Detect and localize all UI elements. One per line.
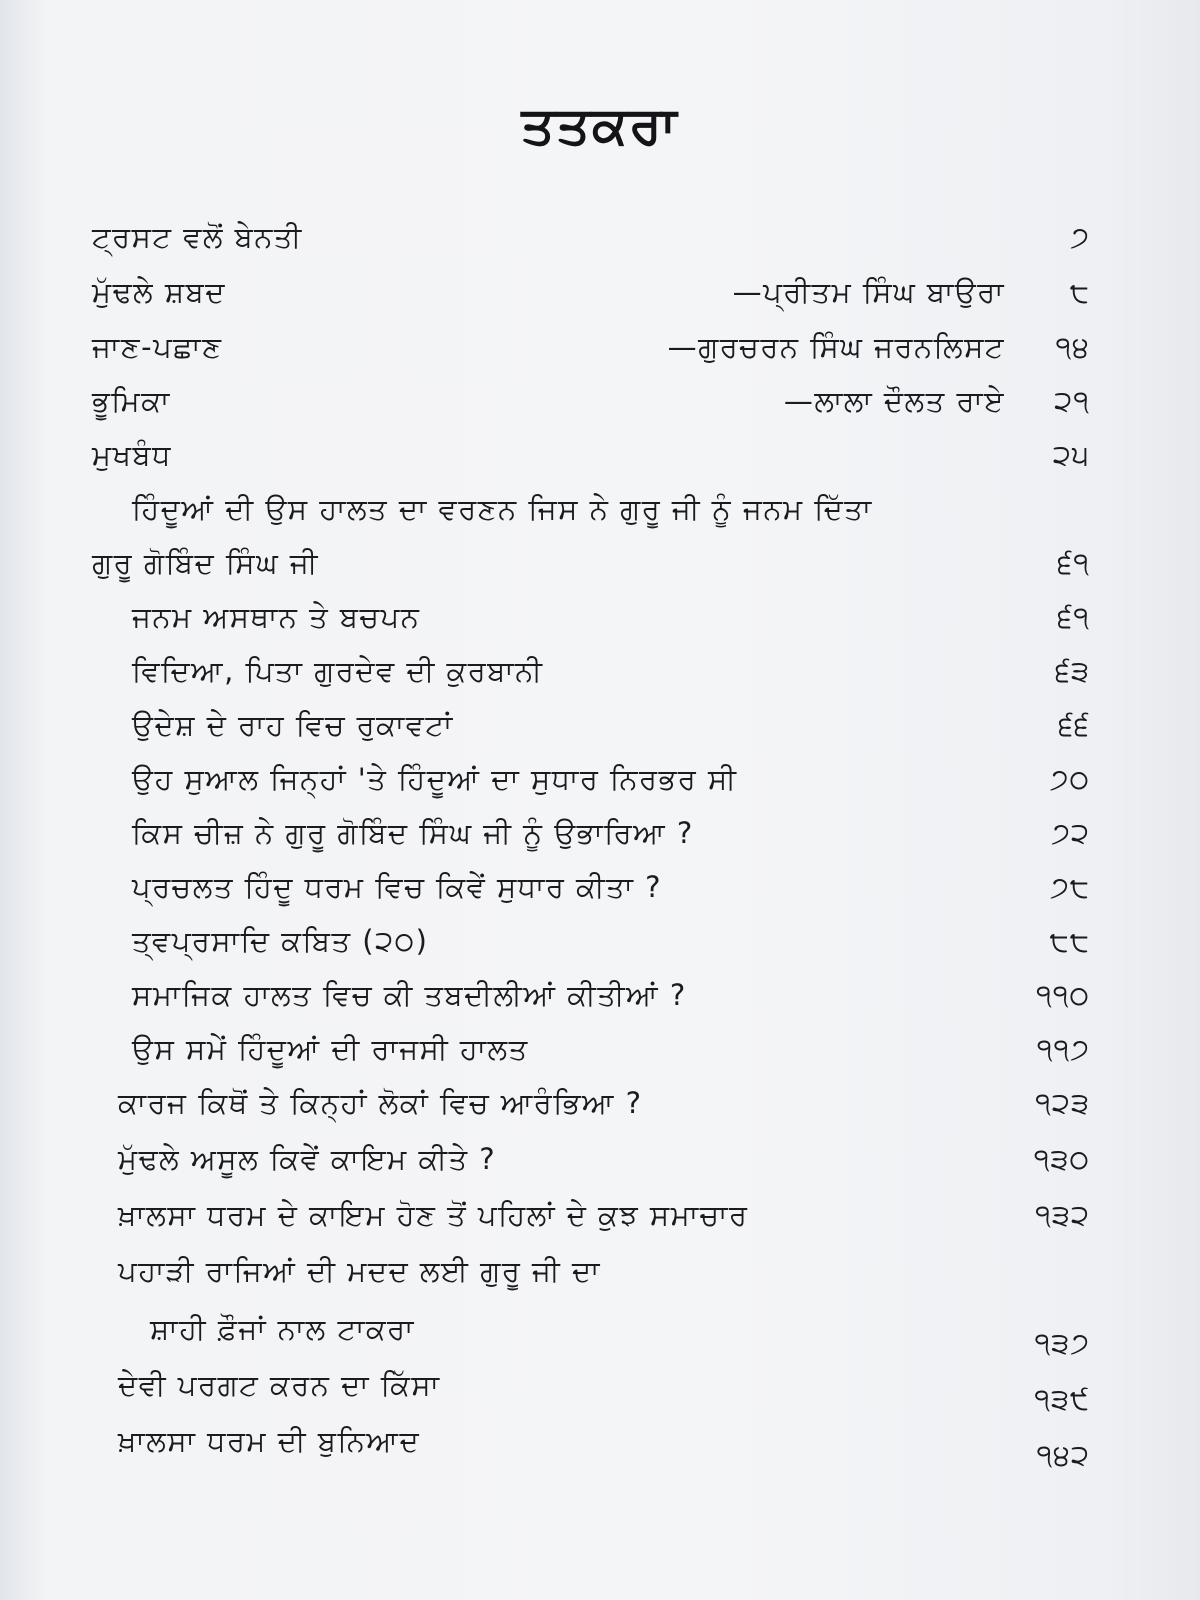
- toc-entry: [0, 330, 1200, 384]
- toc-entry: [0, 1424, 1200, 1478]
- entry-page-number: ੨੧: [1054, 384, 1090, 418]
- toc-entry: [0, 220, 1200, 274]
- toc-entry: [0, 546, 1200, 600]
- entry-title: ਖ਼ਾਲਸਾ ਧਰਮ ਦੀ ਬੁਨਿਆਦ: [118, 1424, 421, 1458]
- entry-page-number: ੭੦: [1049, 762, 1090, 796]
- entry-page-number: ੬੧: [1057, 546, 1090, 580]
- entry-page-number: ੧੪੨: [1036, 1438, 1090, 1472]
- toc-entry: [0, 384, 1200, 438]
- toc-entry: [0, 492, 1200, 546]
- toc-entry: [0, 762, 1200, 816]
- toc-entry: [0, 1368, 1200, 1422]
- toc-entry: [0, 600, 1200, 654]
- entry-author: —ਗੁਰਚਰਨ ਸਿੰਘ ਜਰਨਲਿਸਟ: [667, 330, 1005, 364]
- entry-title: ਜਾਣ-ਪਛਾਣ: [92, 330, 223, 364]
- entry-page-number: ੧੧੦: [1036, 978, 1090, 1012]
- toc-entry: [0, 1312, 1200, 1366]
- toc-entry: [0, 275, 1200, 329]
- toc-entry: [0, 708, 1200, 762]
- entry-page-number: ੭੨: [1051, 816, 1090, 850]
- entry-title: ਸਮਾਜਿਕ ਹਾਲਤ ਵਿਚ ਕੀ ਤਬਦੀਲੀਆਂ ਕੀਤੀਆਂ ?: [132, 978, 687, 1012]
- entry-title: ਗੁਰੂ ਗੋਬਿੰਦ ਸਿੰਘ ਜੀ: [92, 546, 320, 580]
- entry-title: ਭੂਮਿਕਾ: [92, 384, 171, 418]
- entry-page-number: ੧੩੨: [1035, 1198, 1090, 1232]
- toc-entry: [0, 1142, 1200, 1196]
- entry-title: ਸ਼ਾਹੀ ਫ਼ੌਜਾਂ ਨਾਲ ਟਾਕਰਾ: [150, 1312, 415, 1346]
- entry-page-number: ੮: [1069, 275, 1090, 309]
- entry-page-number: ੬੧: [1057, 600, 1090, 634]
- entry-page-number: ੧੪: [1055, 330, 1090, 364]
- entry-title: ਪਹਾੜੀ ਰਾਜਿਆਂ ਦੀ ਮਦਦ ਲਈ ਗੁਰੂ ਜੀ ਦਾ: [118, 1254, 601, 1288]
- entry-title: ਉਹ ਸੁਆਲ ਜਿਨ੍ਹਾਂ 'ਤੇ ਹਿੰਦੂਆਂ ਦਾ ਸੁਧਾਰ ਨਿਰਭਰ ਸੀ: [132, 762, 738, 796]
- entry-page-number: ੬੩: [1055, 654, 1090, 688]
- entry-page-number: ੧੩੦: [1033, 1142, 1090, 1176]
- entry-title: ਟ੍ਰਸਟ ਵਲੋਂ ਬੇਨਤੀ: [92, 220, 303, 254]
- entry-page-number: ੧੨੩: [1035, 1086, 1090, 1120]
- entry-title: ਪ੍ਰਚਲਤ ਹਿੰਦੂ ਧਰਮ ਵਿਚ ਕਿਵੇਂ ਸੁਧਾਰ ਕੀਤਾ ?: [132, 870, 663, 904]
- toc-entry: [0, 1254, 1200, 1308]
- entry-page-number: ੬੬: [1058, 708, 1090, 742]
- toc-entry: [0, 816, 1200, 870]
- entry-title: ਦੇਵੀ ਪਰਗਟ ਕਰਨ ਦਾ ਕਿੱਸਾ: [118, 1368, 441, 1402]
- entry-page-number: ੧੧੭: [1036, 1032, 1090, 1066]
- entry-title: ਉਦੇਸ਼ ਦੇ ਰਾਹ ਵਿਚ ਰੁਕਾਵਟਾਂ: [132, 708, 454, 742]
- toc-entry: [0, 654, 1200, 708]
- entry-page-number: ੧੩੯: [1034, 1382, 1090, 1416]
- entry-author: —ਪ੍ਰੀਤਮ ਸਿੰਘ ਬਾਉਰਾ: [732, 275, 1005, 309]
- entry-title: ਖ਼ਾਲਸਾ ਧਰਮ ਦੇ ਕਾਇਮ ਹੋਣ ਤੋਂ ਪਹਿਲਾਂ ਦੇ ਕੁਝ ਸਮਾਚਾਰ: [118, 1198, 749, 1232]
- entry-title: ਹਿੰਦੂਆਂ ਦੀ ਉਸ ਹਾਲਤ ਦਾ ਵਰਣਨ ਜਿਸ ਨੇ ਗੁਰੂ ਜੀ ਨੂੰ ਜਨਮ ਦਿੱਤਾ: [132, 492, 873, 526]
- page-title: ਤਤਕਰਾ: [521, 96, 679, 156]
- toc-entry: [0, 1198, 1200, 1252]
- toc-entry: [0, 1086, 1200, 1140]
- toc-entry: [0, 924, 1200, 978]
- toc-entry: [0, 438, 1200, 492]
- toc-entry: [0, 978, 1200, 1032]
- entry-page-number: ੨੫: [1052, 438, 1090, 472]
- entry-title: ਕਿਸ ਚੀਜ਼ ਨੇ ਗੁਰੂ ਗੋਬਿੰਦ ਸਿੰਘ ਜੀ ਨੂੰ ਉਭਾਰਿਆ ?: [132, 816, 694, 850]
- entry-page-number: ੭: [1070, 220, 1090, 254]
- entry-page-number: ੧੩੭: [1034, 1326, 1090, 1360]
- entry-page-number: ੮੮: [1049, 924, 1090, 958]
- entry-title: ਉਸ ਸਮੇਂ ਹਿੰਦੂਆਂ ਦੀ ਰਾਜਸੀ ਹਾਲਤ: [132, 1032, 529, 1066]
- entry-title: ਤ੍ਵਪ੍ਰਸਾਦਿ ਕਬਿਤ (੨੦): [132, 924, 429, 958]
- entry-title: ਮੁੱਢਲੇ ਸ਼ਬਦ: [92, 275, 226, 309]
- entry-title: ਵਿਦਿਆ, ਪਿਤਾ ਗੁਰਦੇਵ ਦੀ ਕੁਰਬਾਨੀ: [132, 654, 544, 688]
- entry-title: ਮੁੱਢਲੇ ਅਸੂਲ ਕਿਵੇਂ ਕਾਇਮ ਕੀਤੇ ?: [118, 1142, 497, 1176]
- entry-author: —ਲਾਲਾ ਦੌਲਤ ਰਾਏ: [783, 384, 1005, 418]
- entry-page-number: ੭੮: [1050, 870, 1090, 904]
- toc-entry: [0, 870, 1200, 924]
- entry-title: ਮੁਖਬੰਧ: [92, 438, 172, 472]
- entry-title: ਜਨਮ ਅਸਥਾਨ ਤੇ ਬਚਪਨ: [132, 600, 421, 634]
- entry-title: ਕਾਰਜ ਕਿਥੋਂ ਤੇ ਕਿਨ੍ਹਾਂ ਲੋਕਾਂ ਵਿਚ ਆਰੰਭਿਆ ?: [118, 1086, 643, 1120]
- toc-entry: [0, 1032, 1200, 1086]
